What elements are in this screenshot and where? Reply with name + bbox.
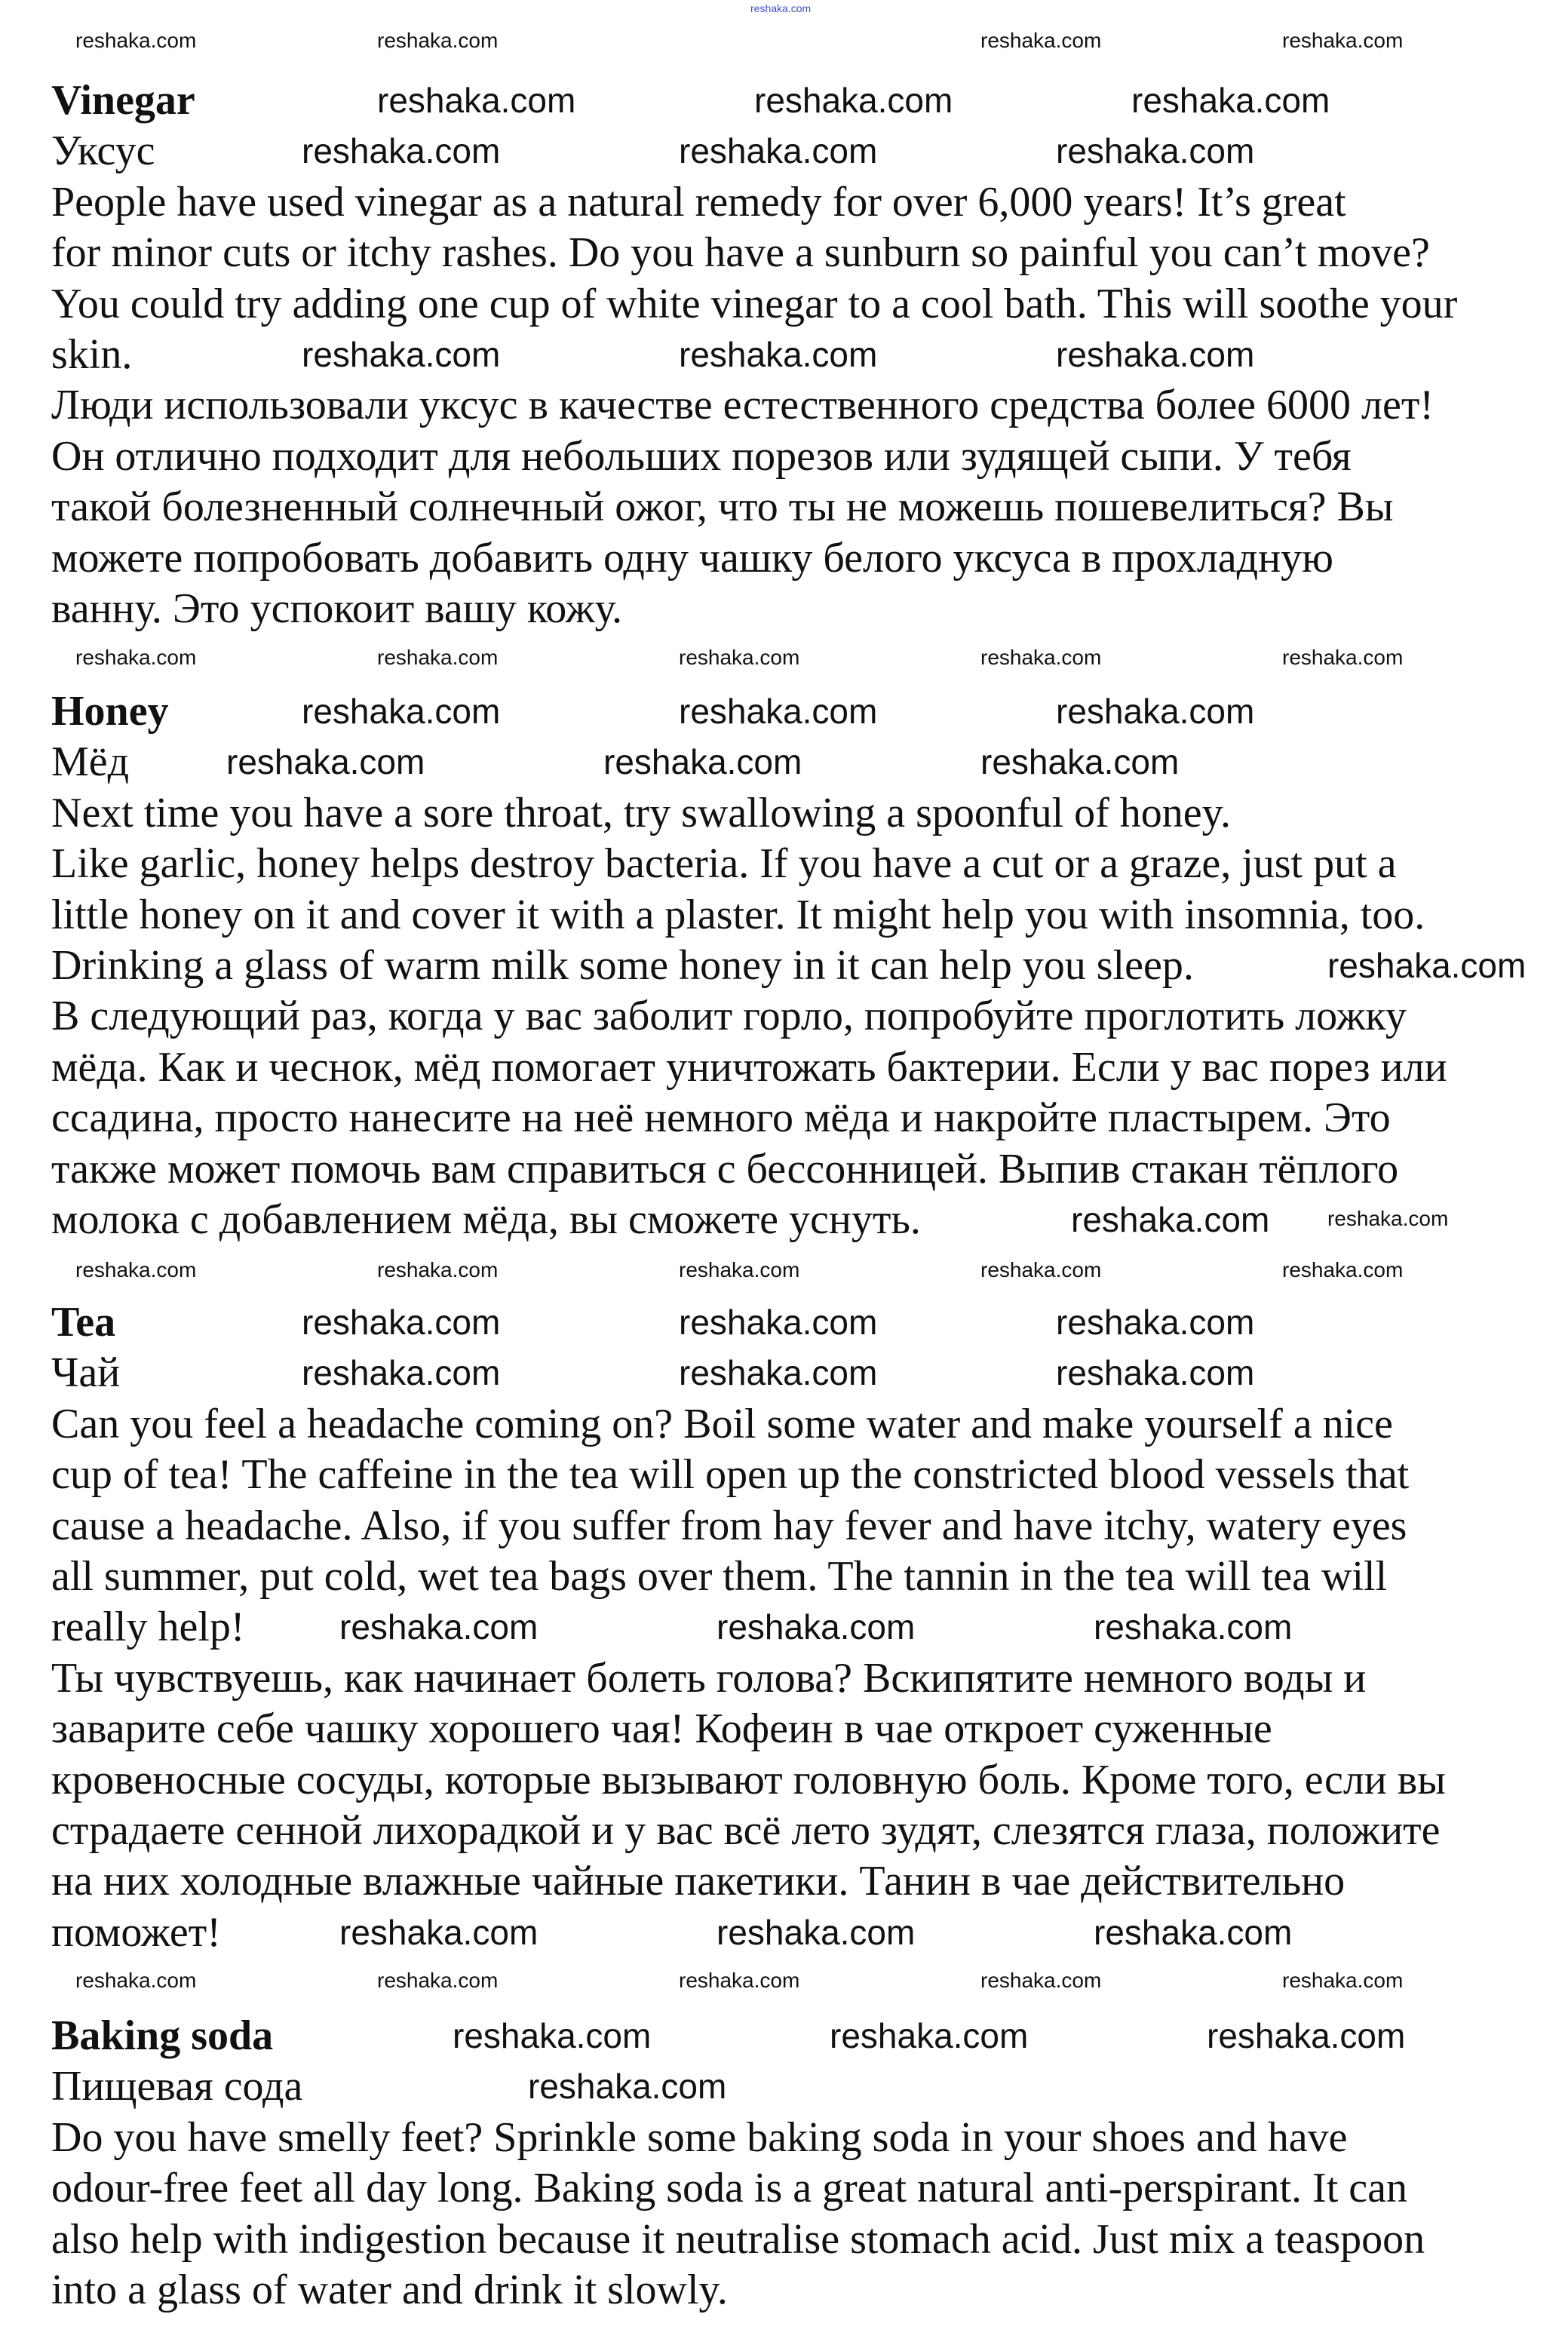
paragraph-line: на них холодные влажные чайные пакетики. Танин в чае действительно xyxy=(51,1858,1346,1904)
watermark-text: reshaka.com xyxy=(603,742,802,781)
watermark-text: reshaka.com xyxy=(377,1969,499,1992)
section-translation: Пищевая сода xyxy=(51,2063,303,2110)
paragraph-line: мёда. Как и чеснок, мёд помогает уничтожать бактерии. Если у вас порез или xyxy=(51,1044,1447,1091)
watermark-text: reshaka.com xyxy=(679,131,878,170)
paragraph-line: Он отлично подходит для небольших порезов или зудящей сыпи. У тебя xyxy=(51,433,1352,480)
paragraph-line: little honey on it and cover it with a plaster. It might help you with insomnia, too. xyxy=(51,892,1425,938)
watermark-text: reshaka.com xyxy=(339,1913,539,1952)
watermark-text: reshaka.com xyxy=(1207,2016,1406,2055)
paragraph-line: really help! xyxy=(51,1604,245,1650)
watermark-text: reshaka.com xyxy=(453,2016,652,2055)
watermark-text: reshaka.com xyxy=(302,1303,501,1342)
paragraph-line: страдаете сенной лихорадкой и у вас всё лето зудят, слезятся глаза, положите xyxy=(51,1807,1441,1854)
paragraph-line: all summer, put cold, wet tea bags over them. The tannin in the tea will tea will xyxy=(51,1553,1388,1600)
watermark-text: reshaka.com xyxy=(1056,692,1255,731)
watermark-text: reshaka.com xyxy=(377,81,576,120)
watermark-text: reshaka.com xyxy=(302,335,501,374)
watermark-text: reshaka.com xyxy=(1056,1353,1255,1392)
paragraph-line: also help with indigestion because it neutralise stomach acid. Just mix a teaspoon xyxy=(51,2216,1425,2263)
paragraph-line: odour-free feet all day long. Baking soda is a great natural anti-perspirant. It can xyxy=(51,2165,1407,2211)
watermark-text: reshaka.com xyxy=(75,1969,197,1992)
paragraph-line: People have used vinegar as a natural remedy for over 6,000 years! It’s great xyxy=(51,179,1346,226)
paragraph-line: ванну. Это успокоит вашу кожу. xyxy=(51,585,622,632)
watermark-text: reshaka.com xyxy=(980,1969,1102,1992)
watermark-text: reshaka.com xyxy=(679,1353,878,1392)
paragraph-line: Can you feel a headache coming on? Boil some water and make yourself a nice xyxy=(51,1401,1393,1447)
watermark-text: reshaka.com xyxy=(75,1258,197,1281)
watermark-text: reshaka.com xyxy=(830,2016,1029,2055)
watermark-text: reshaka.com xyxy=(302,1353,501,1392)
watermark-text: reshaka.com xyxy=(679,646,800,669)
watermark-text: reshaka.com xyxy=(980,1258,1102,1281)
paragraph-line: for minor cuts or itchy rashes. Do you have a sunburn so painful you can’t move? xyxy=(51,229,1430,276)
watermark-text: reshaka.com xyxy=(1282,1258,1404,1281)
watermark-text: reshaka.com xyxy=(679,1303,878,1342)
watermark-text: reshaka.com xyxy=(528,2067,727,2106)
watermark-text: reshaka.com xyxy=(302,692,501,731)
watermark-text: reshaka.com xyxy=(980,742,1180,781)
watermark-text: reshaka.com xyxy=(377,29,499,52)
watermark-text: reshaka.com xyxy=(1056,131,1255,170)
paragraph-line: молока с добавлением мёда, вы сможете уснуть. xyxy=(51,1196,921,1243)
paragraph-line: В следующий раз, когда у вас заболит горло, попробуйте проглотить ложку xyxy=(51,993,1407,1039)
watermark-text: reshaka.com xyxy=(750,2,812,14)
watermark-text: reshaka.com xyxy=(716,1913,916,1952)
watermark-text: reshaka.com xyxy=(75,29,197,52)
section-heading: Honey xyxy=(51,688,169,735)
watermark-text: reshaka.com xyxy=(1056,1303,1255,1342)
paragraph-line: cause a headache. Also, if you suffer from hay fever and have itchy, watery eyes xyxy=(51,1502,1407,1549)
section-translation: Чай xyxy=(51,1349,121,1396)
watermark-text: reshaka.com xyxy=(226,742,425,781)
paragraph-line: поможет! xyxy=(51,1909,221,1956)
watermark-text: reshaka.com xyxy=(980,646,1102,669)
paragraph-line: Like garlic, honey helps destroy bacteria. If you have a cut or a graze, just put a xyxy=(51,840,1397,887)
paragraph-line: такой болезненный солнечный ожог, что ты не можешь пошевелиться? Вы xyxy=(51,483,1394,530)
watermark-text: reshaka.com xyxy=(1094,1607,1293,1647)
watermark-text: reshaka.com xyxy=(302,131,501,170)
paragraph-line: ссадина, просто нанесите на неё немного мёда и накройте пластырем. Это xyxy=(51,1094,1391,1141)
watermark-text: reshaka.com xyxy=(1327,1207,1449,1230)
watermark-text: reshaka.com xyxy=(1071,1200,1270,1239)
watermark-text: reshaka.com xyxy=(75,646,197,669)
section-heading: Vinegar xyxy=(51,77,195,124)
watermark-text: reshaka.com xyxy=(1282,646,1404,669)
watermark-text: reshaka.com xyxy=(754,81,953,120)
watermark-text: reshaka.com xyxy=(679,1969,800,1992)
watermark-text: reshaka.com xyxy=(1131,81,1330,120)
paragraph-line: Drinking a glass of warm milk some honey in it can help you sleep. xyxy=(51,942,1194,989)
watermark-text: reshaka.com xyxy=(1282,29,1404,52)
paragraph-line: можете попробовать добавить одну чашку белого уксуса в прохладную xyxy=(51,535,1333,582)
watermark-text: reshaka.com xyxy=(679,1258,800,1281)
paragraph-line: Next time you have a sore throat, try swallowing a spoonful of honey. xyxy=(51,790,1232,836)
paragraph-line: Ты чувствуешь, как начинает болеть голова? Вскипятите немного воды и xyxy=(51,1655,1367,1702)
section-translation: Мёд xyxy=(51,738,130,785)
paragraph-line: cup of tea! The caffeine in the tea will open up the constricted blood vessels that xyxy=(51,1451,1410,1498)
paragraph-line: skin. xyxy=(51,331,133,378)
paragraph-line: into a glass of water and drink it slowly. xyxy=(51,2267,728,2313)
watermark-text: reshaka.com xyxy=(980,29,1102,52)
watermark-text: reshaka.com xyxy=(377,646,499,669)
watermark-text: reshaka.com xyxy=(679,692,878,731)
watermark-text: reshaka.com xyxy=(339,1607,539,1647)
paragraph-line: Люди использовали уксус в качестве естественного средства более 6000 лет! xyxy=(51,382,1434,428)
paragraph-line: заварите себе чашку хорошего чая! Кофеин в чае откроет суженные xyxy=(51,1705,1272,1752)
section-heading: Baking soda xyxy=(51,2012,274,2059)
section-translation: Уксус xyxy=(51,127,155,174)
watermark-text: reshaka.com xyxy=(679,335,878,374)
watermark-text: reshaka.com xyxy=(1094,1913,1293,1952)
paragraph-line: также может помочь вам справиться с бессонницей. Выпив стакан тёплого xyxy=(51,1146,1399,1192)
paragraph-line: Do you have smelly feet? Sprinkle some baking soda in your shoes and have xyxy=(51,2114,1348,2161)
section-heading: Tea xyxy=(51,1299,116,1346)
watermark-text: reshaka.com xyxy=(716,1607,916,1647)
paragraph-line: You could try adding one cup of white vinegar to a cool bath. This will soothe your xyxy=(51,281,1458,327)
watermark-text: reshaka.com xyxy=(1327,946,1527,985)
paragraph-line: кровеносные сосуды, которые вызывают головную боль. Кроме того, если вы xyxy=(51,1757,1446,1803)
watermark-text: reshaka.com xyxy=(1282,1969,1404,1992)
watermark-text: reshaka.com xyxy=(377,1258,499,1281)
watermark-text: reshaka.com xyxy=(1056,335,1255,374)
